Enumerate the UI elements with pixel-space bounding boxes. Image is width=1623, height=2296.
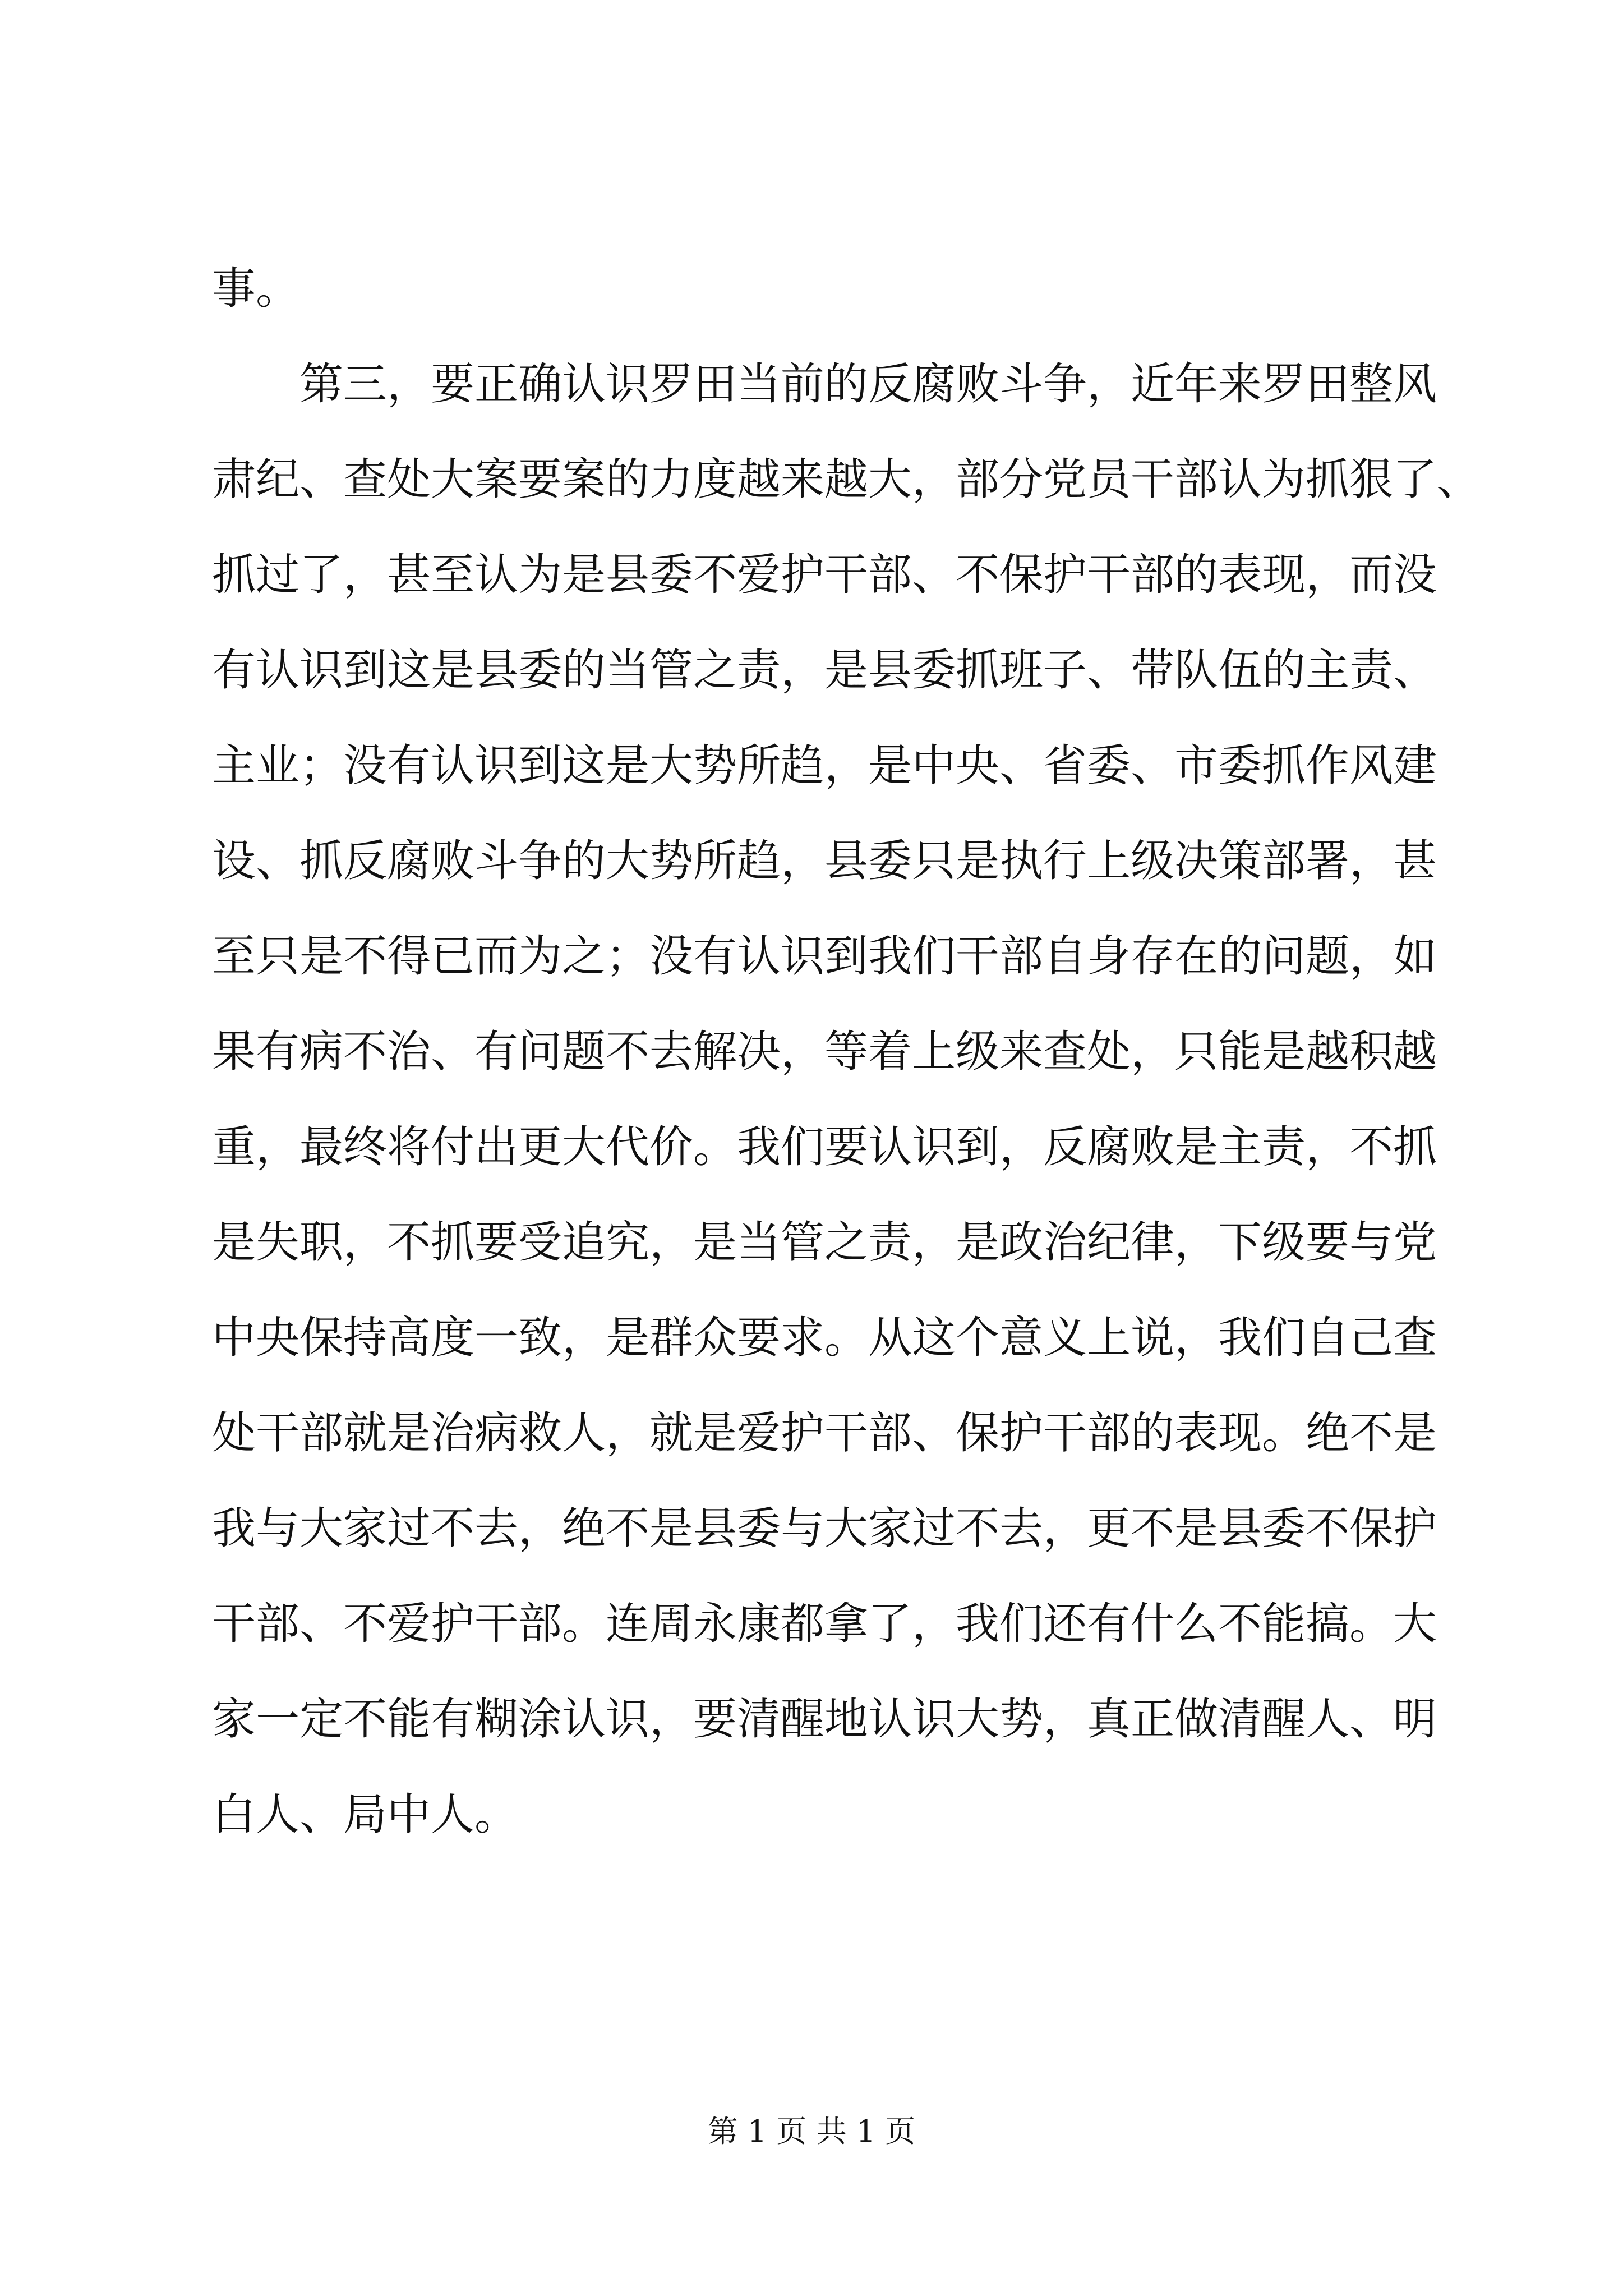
body-text (212, 241, 1481, 1862)
page-number-label: 第 1 页 共 1 页 (707, 2114, 916, 2149)
text-line: 处干部就是治病救人，就是爱护干部、保护干部的表现。绝不是 (212, 1408, 1437, 1458)
text-line: 我与大家过不去，绝不是县委与大家过不去，更不是县委不保护 (212, 1503, 1437, 1554)
text-line: 是失职，不抓要受追究，是当管之责，是政治纪律，下级要与党 (212, 1217, 1437, 1268)
text-line: 事。 (212, 264, 300, 314)
text-line: 干部、不爱护干部。连周永康都拿了，我们还有什么不能搞。大 (212, 1599, 1437, 1649)
text-line: 重，最终将付出更大代价。我们要认识到，反腐败是主责，不抓 (212, 1122, 1437, 1172)
text-line: 主业；没有认识到这是大势所趋，是中央、省委、市委抓作风建 (212, 740, 1437, 791)
text-line: 家一定不能有糊涂认识，要清醒地认识大势，真正做清醒人、明 (212, 1694, 1437, 1745)
text-line: 抓过了，甚至认为是县委不爱护干部、不保护干部的表现，而没 (212, 550, 1437, 600)
text-line: 有认识到这是县委的当管之责，是县委抓班子、带队伍的主责、 (212, 645, 1437, 696)
text-line: 设、抓反腐败斗争的大势所趋，县委只是执行上级决策部署，甚 (212, 836, 1437, 886)
text-line: 中央保持高度一致，是群众要求。从这个意义上说，我们自己查 (212, 1313, 1437, 1363)
text-line: 第三，要正确认识罗田当前的反腐败斗争，近年来罗田整风 (212, 359, 1437, 409)
text-line: 至只是不得已而为之；没有认识到我们干部自身存在的问题，如 (212, 931, 1437, 982)
text-line: 果有病不治、有问题不去解决，等着上级来查处，只能是越积越 (212, 1027, 1437, 1077)
text-line: 肃纪、查处大案要案的力度越来越大，部分党员干部认为抓狠了、 (212, 454, 1481, 505)
page-footer (0, 2109, 1623, 2154)
text-line: 白人、局中人。 (212, 1789, 519, 1840)
